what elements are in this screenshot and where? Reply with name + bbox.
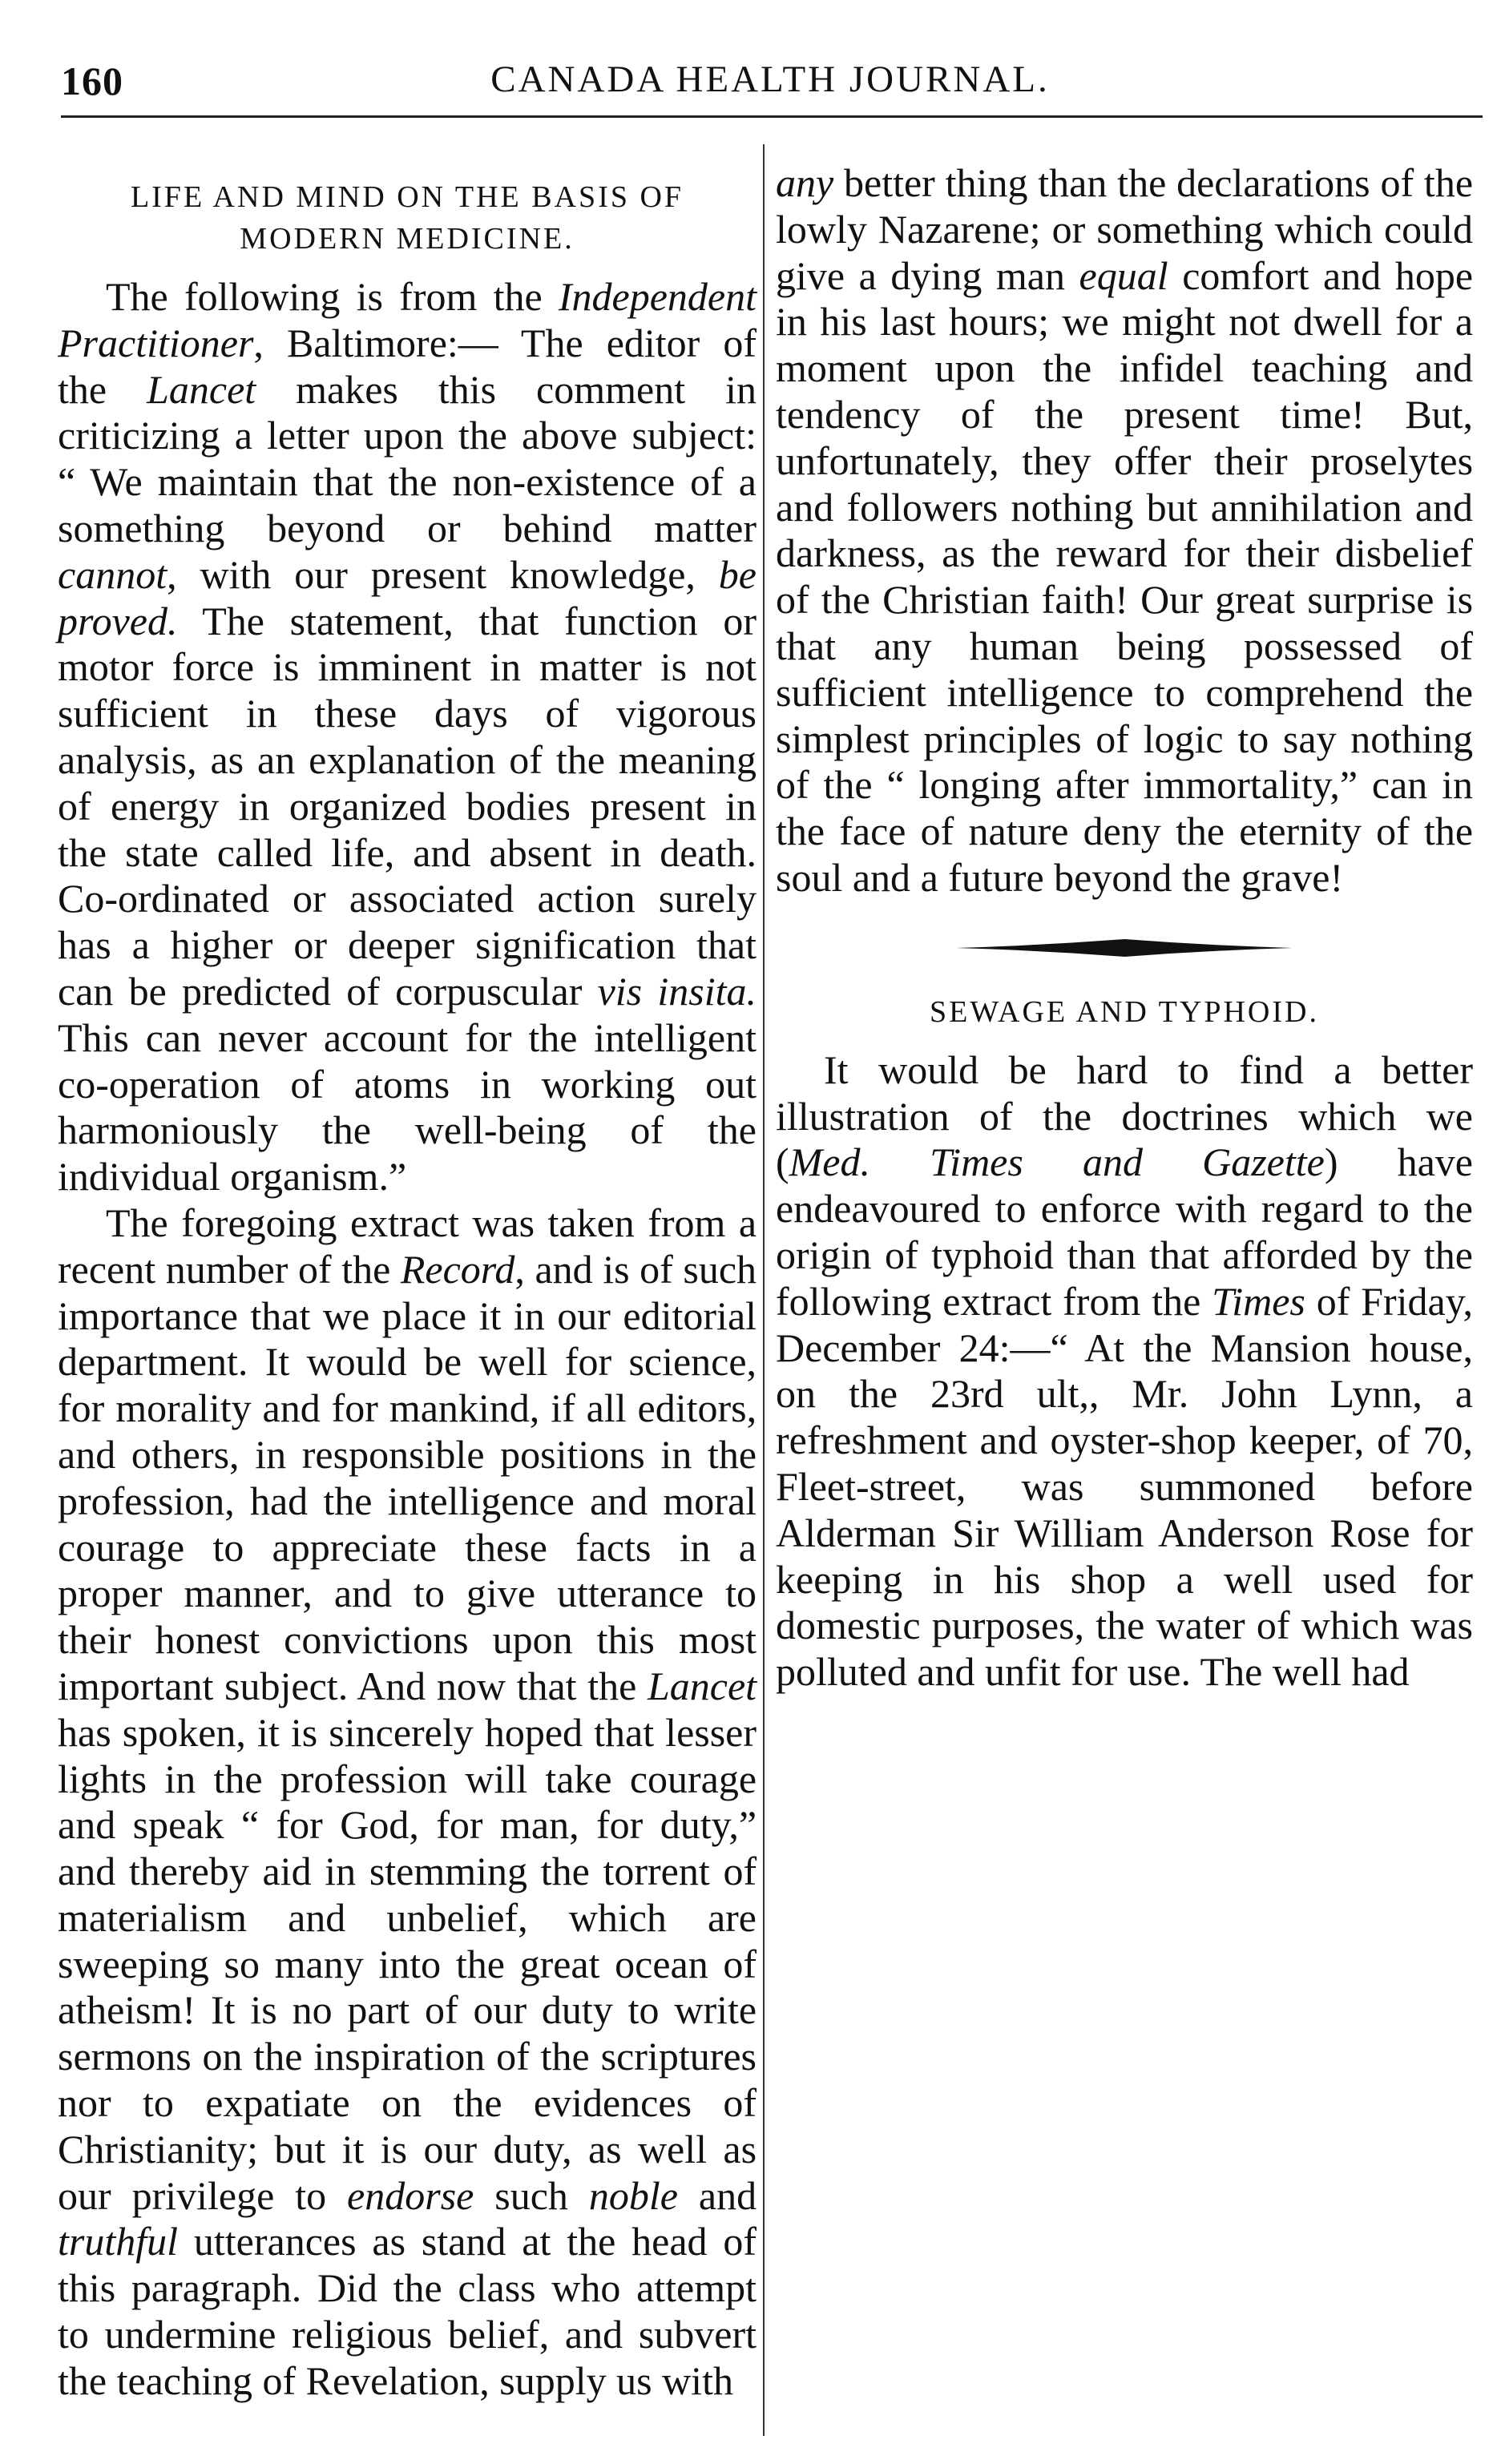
right-column <box>776 160 1473 1696</box>
section-ornament <box>956 932 1293 964</box>
page-number: 160 <box>61 58 123 103</box>
journal-title: CANADA HEALTH JOURNAL. <box>490 58 1050 100</box>
ornament-rule-icon <box>956 932 1293 964</box>
article-title: SEWAGE AND TYPHOID. <box>930 994 1319 1029</box>
header-rule <box>61 115 1483 118</box>
article-paragraph-continued: any better thing than the declarations of the lowly Nazarene; or something which could give a dying man equal comfort and hope in his last hours; we might not dwell for a moment upon the infidel teaching and tendency of the present time! But, unfortunately, they offer their proselytes and followers nothing but annihilation and darkness, as the reward for their disbelief of the Christian faith! Our great surprise is that any human being possessed of sufficient intelligence to comprehend the simplest principles of logic to say nothing of the “ longing after immortality,” can in the face of nature deny the eternity of the soul and a future beyond the grave! <box>776 160 1474 900</box>
article-paragraph: The following is from the Independent Practitioner, Baltimore:— The editor of the Lancet makes this comment in criticizing a letter upon the above subject: “ We maintain that the non-existence of a something beyond or behind matter cannot, with our present knowledge, be proved. The statement, that function or motor force is imminent in matter is not sufficient in these days of vigorous analysis, as an explanation of the meaning of energy in organized bodies present in the state called life, and absent in death. Co-ordinated or associated action surely has a higher or deeper signification that can be predicted of corpuscular vis insita. This can never account for the intelligent co-operation of atoms in working out harmoniously the well-being of the individual organism.” <box>58 274 757 1200</box>
article-paragraph: It would be hard to find a better illustration of the doctrines which we (Med. Times and Gazette) have endeavoured to enforce with regard to the origin of typhoid than that afforded by the following extract from the Times of Friday, December 24:—“ At the Mansion house, on the 23rd ult,, Mr. John Lynn, a refreshment and oyster-shop keeper, of 70, Fleet-street, was summoned before Alderman Sir William Anderson Rose for keeping in his shop a well used for domestic purposes, the water of which was polluted and unfit for use. The well had <box>776 1046 1473 1695</box>
article-paragraph: The foregoing extract was taken from a recent number of the Record, and is of such importance that we place it in our editorial department. It would be well for science, for morality and for mankind, if all editors, and others, in responsible positions in the profession, had the intelligence and moral courage to appreciate these facts in a proper manner, and to give utterance to their honest convictions upon this most important subject. And now that the Lancet has spoken, it is sincerely hoped that lesser lights in the profession will take courage and speak “ for God, for man, for duty,” and thereby aid in stemming the torrent of materialism and unbelief, which are sweeping so many into the great ocean of atheism! It is no part of our duty to write sermons on the inspiration of the scriptures nor to expatiate on the evidences of Christianity; but it is our duty, as well as our privilege to endorse such noble and truthful utterances as stand at the head of this paragraph. Did the class who attempt to undermine religious belief, and subvert the teaching of Revelation, supply us with <box>58 1200 757 2403</box>
page-header <box>61 51 1479 115</box>
column-divider <box>763 144 765 2436</box>
article-title: LIFE AND MIND ON THE BASIS OF MODERN MEDICINE. <box>130 180 684 256</box>
left-column <box>58 160 757 2405</box>
article-continuation <box>776 160 1473 901</box>
